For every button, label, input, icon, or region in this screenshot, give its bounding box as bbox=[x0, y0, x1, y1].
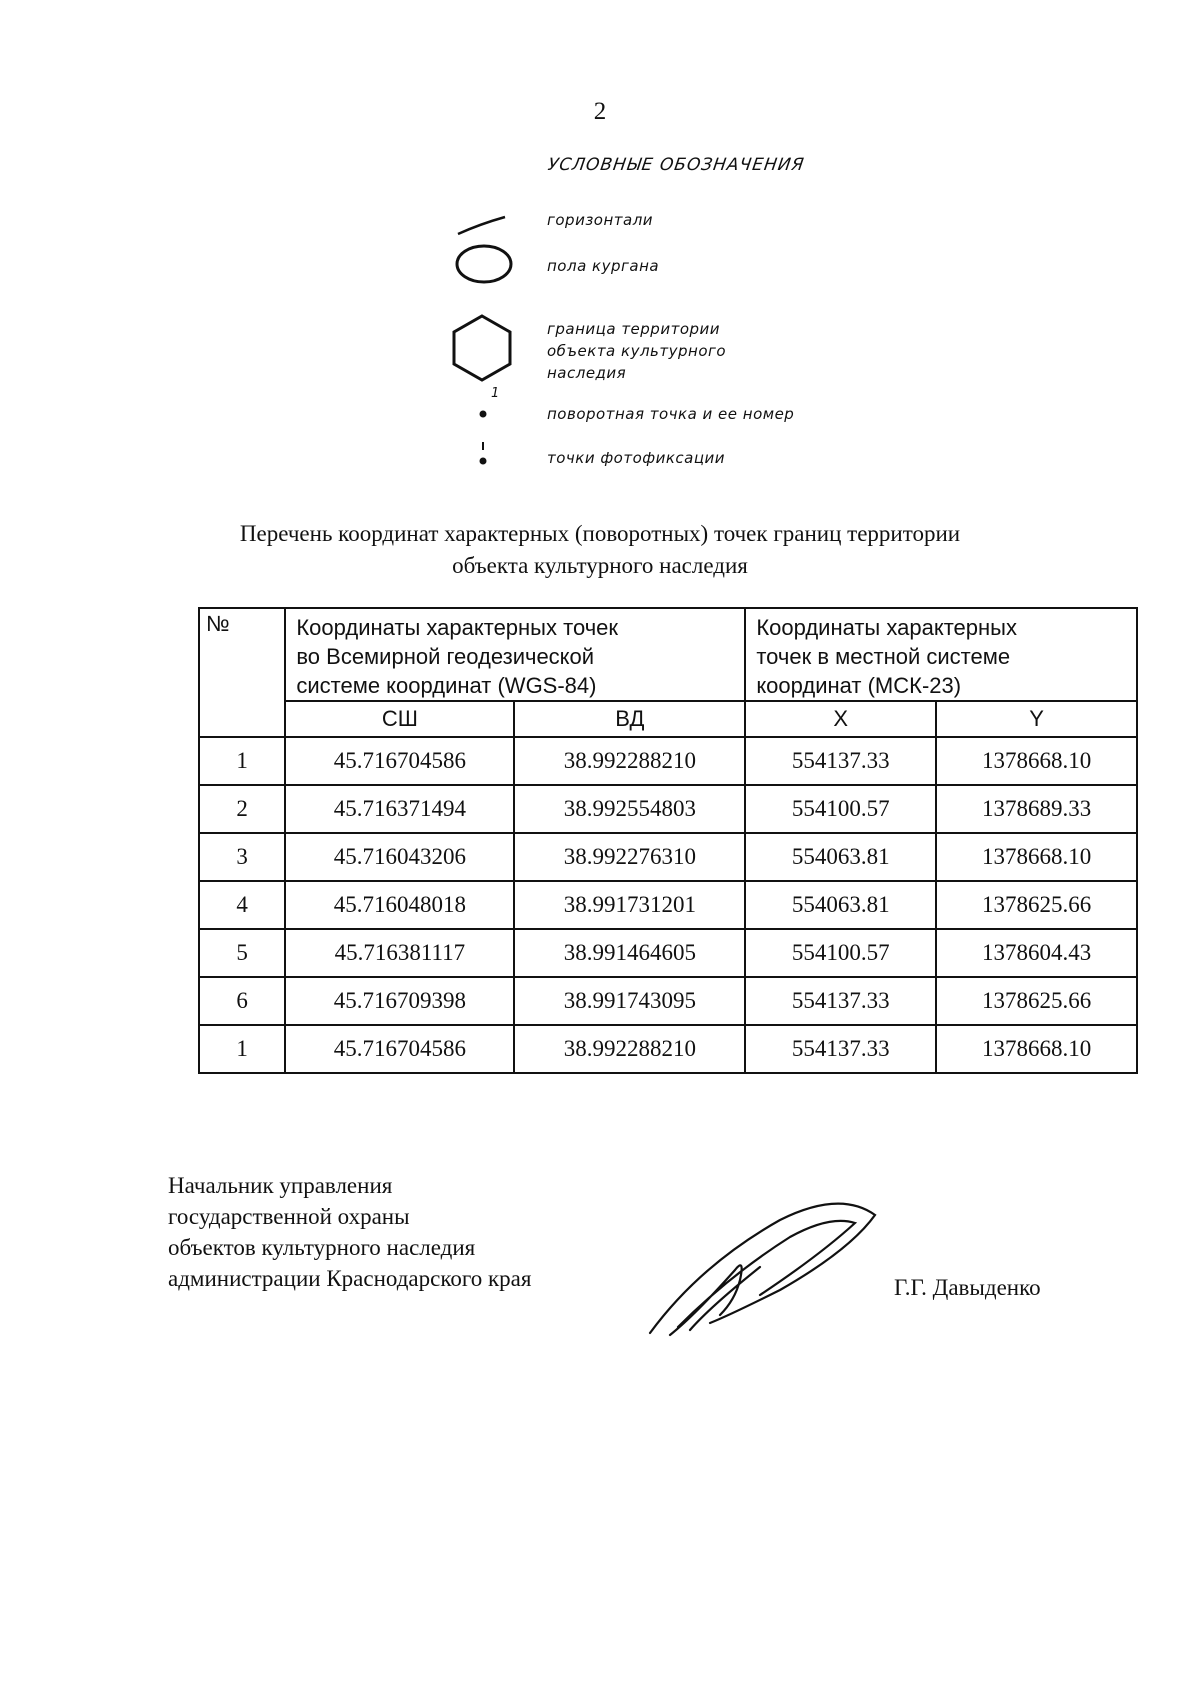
cell-y: 1378625.66 bbox=[936, 881, 1137, 929]
caption-line: объекта культурного наследия bbox=[452, 553, 748, 578]
signer-title-line: Начальник управления bbox=[168, 1173, 393, 1198]
turning-point-number: 1 bbox=[491, 386, 500, 401]
cell-y: 1378625.66 bbox=[936, 977, 1137, 1025]
cell-longitude: 38.991731201 bbox=[514, 881, 745, 929]
legend-label-boundary-line: граница территории bbox=[547, 320, 721, 338]
table-header-row bbox=[199, 608, 1137, 701]
header-y: Y bbox=[936, 701, 1137, 737]
legend-label-contours: горизонтали bbox=[547, 211, 654, 229]
table-row bbox=[199, 929, 1137, 977]
cell-number: 4 bbox=[199, 881, 285, 929]
cell-number: 1 bbox=[199, 737, 285, 785]
cell-longitude: 38.991743095 bbox=[514, 977, 745, 1025]
turning-point-icon bbox=[480, 411, 487, 418]
header-latitude: СШ bbox=[285, 701, 514, 737]
coordinates-table bbox=[198, 607, 1138, 1074]
page-number: 2 bbox=[593, 98, 607, 125]
header-wgs84 bbox=[285, 608, 745, 701]
cell-latitude: 45.716381117 bbox=[285, 929, 514, 977]
cell-x: 554100.57 bbox=[745, 785, 936, 833]
cell-number: 6 bbox=[199, 977, 285, 1025]
cell-longitude: 38.992554803 bbox=[514, 785, 745, 833]
table-row bbox=[199, 785, 1137, 833]
cell-longitude: 38.992288210 bbox=[514, 1025, 745, 1073]
header-longitude: ВД bbox=[514, 701, 745, 737]
cell-longitude: 38.992276310 bbox=[514, 833, 745, 881]
legend-label-boundary bbox=[547, 318, 726, 384]
table-row bbox=[199, 977, 1137, 1025]
table-subheader-row bbox=[199, 701, 1137, 737]
legend-title: УСЛОВНЫЕ ОБОЗНАЧЕНИЯ bbox=[546, 155, 806, 175]
table-row bbox=[199, 1025, 1137, 1073]
legend-label-mound: пола кургана bbox=[547, 257, 660, 275]
cell-longitude: 38.991464605 bbox=[514, 929, 745, 977]
cell-number: 2 bbox=[199, 785, 285, 833]
cell-latitude: 45.716704586 bbox=[285, 1025, 514, 1073]
signer-title-line: объектов культурного наследия bbox=[168, 1235, 476, 1260]
signer-name: Г.Г. Давыденко bbox=[894, 1275, 1041, 1300]
header-x: X bbox=[745, 701, 936, 737]
photo-point-icon bbox=[480, 442, 487, 465]
hexagon-icon bbox=[454, 316, 510, 380]
cell-y: 1378668.10 bbox=[936, 737, 1137, 785]
signer-title bbox=[168, 1170, 531, 1294]
cell-latitude: 45.716709398 bbox=[285, 977, 514, 1025]
header-msk23 bbox=[745, 608, 1137, 701]
header-msk23-line: точек в местной системе bbox=[756, 644, 1011, 669]
legend-label-boundary-line: объекта культурного bbox=[547, 342, 727, 360]
legend-label-turning-point: поворотная точка и ее номер bbox=[547, 405, 795, 423]
cell-x: 554100.57 bbox=[745, 929, 936, 977]
table-row bbox=[199, 737, 1137, 785]
legend-label-photo-points: точки фотофиксации bbox=[547, 449, 726, 467]
table-row bbox=[199, 833, 1137, 881]
table-caption bbox=[0, 518, 1200, 582]
header-msk23-line: Координаты характерных bbox=[756, 615, 1017, 640]
cell-number: 1 bbox=[199, 1025, 285, 1073]
header-msk23-line: координат (МСК-23) bbox=[756, 673, 962, 698]
header-wgs84-line: системе координат (WGS-84) bbox=[296, 673, 597, 698]
legend-label-boundary-line: наследия bbox=[547, 364, 627, 382]
cell-x: 554137.33 bbox=[745, 977, 936, 1025]
signer-title-line: администрации Краснодарского края bbox=[168, 1266, 532, 1291]
cell-x: 554137.33 bbox=[745, 1025, 936, 1073]
header-wgs84-line: Координаты характерных точек bbox=[296, 615, 619, 640]
header-number: № bbox=[199, 608, 285, 737]
ellipse-icon bbox=[457, 246, 511, 282]
cell-latitude: 45.716048018 bbox=[285, 881, 514, 929]
signer-title-line: государственной охраны bbox=[168, 1204, 410, 1229]
caption-line: Перечень координат характерных (поворотных) точек границ территории bbox=[239, 521, 961, 546]
cell-y: 1378689.33 bbox=[936, 785, 1137, 833]
header-wgs84-line: во Всемирной геодезической bbox=[296, 644, 595, 669]
contour-line-icon bbox=[458, 217, 505, 234]
cell-x: 554137.33 bbox=[745, 737, 936, 785]
cell-number: 5 bbox=[199, 929, 285, 977]
cell-y: 1378668.10 bbox=[936, 1025, 1137, 1073]
cell-latitude: 45.716043206 bbox=[285, 833, 514, 881]
cell-latitude: 45.716371494 bbox=[285, 785, 514, 833]
cell-y: 1378604.43 bbox=[936, 929, 1137, 977]
cell-x: 554063.81 bbox=[745, 833, 936, 881]
handwritten-signature bbox=[640, 1195, 900, 1345]
table-row bbox=[199, 881, 1137, 929]
cell-number: 3 bbox=[199, 833, 285, 881]
cell-y: 1378668.10 bbox=[936, 833, 1137, 881]
cell-longitude: 38.992288210 bbox=[514, 737, 745, 785]
cell-x: 554063.81 bbox=[745, 881, 936, 929]
cell-latitude: 45.716704586 bbox=[285, 737, 514, 785]
